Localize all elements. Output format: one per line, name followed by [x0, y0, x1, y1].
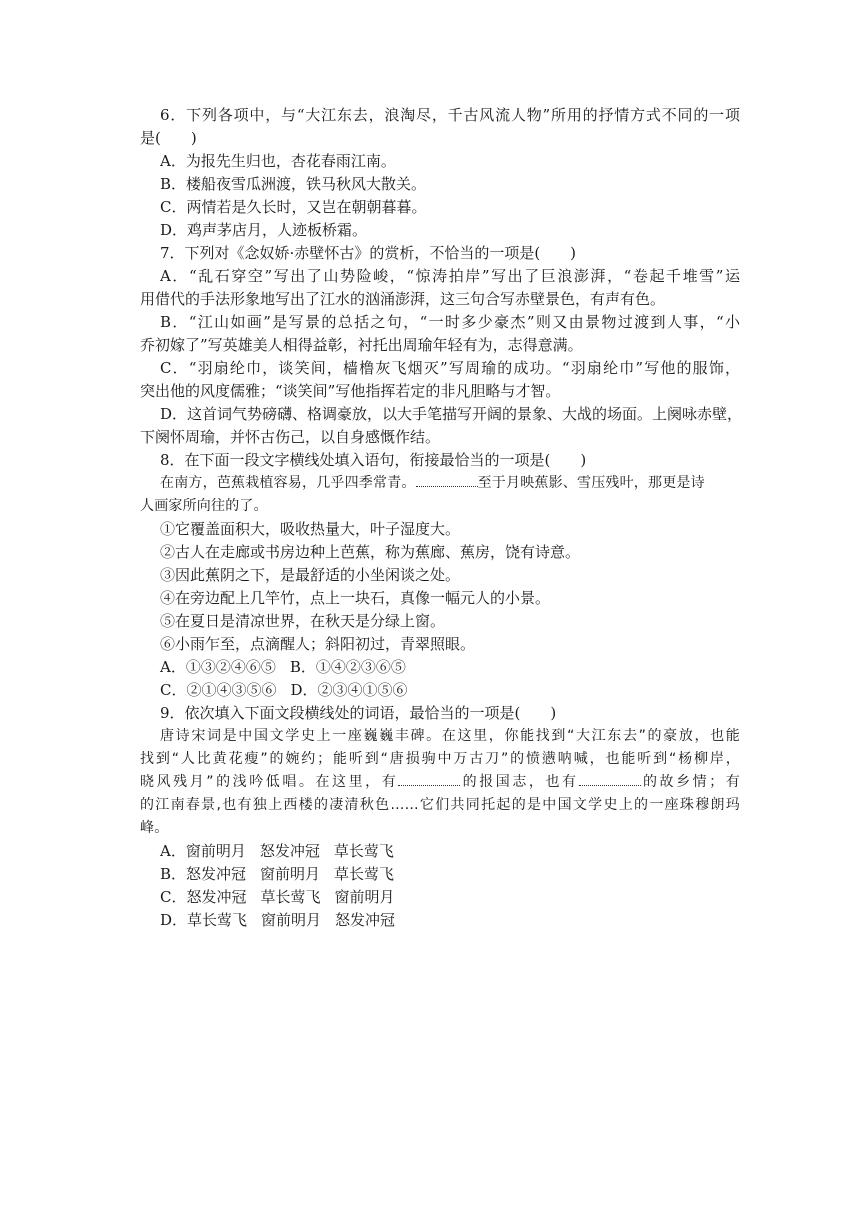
q6-option-c: C．两情若是久长时，又岂在朝朝暮暮。: [160, 198, 427, 216]
q8-item-2: ②古人在走廊或书房边种上芭蕉，称为蕉廊、蕉房，饶有诗意。: [160, 543, 581, 561]
q7-stem: 7．下列对《念奴娇·赤壁怀古》的赏析，不恰当的一项是( ): [160, 244, 577, 262]
q8-stem: 8．在下面一段文字横线处填入语句，衔接最恰当的一项是( ): [160, 451, 587, 469]
q8-item-1: ①它覆盖面积大，吸收热量大，叶子湿度大。: [160, 520, 461, 538]
q8-item-6: ⑥小雨乍至，点滴醒人；斜阳初过，青翠照眼。: [160, 635, 476, 653]
q8-option-d: D．②③④①⑤⑥: [290, 681, 408, 699]
q9-option-a-word-3: 草长莺飞: [333, 842, 394, 860]
q9-option-d: [160, 909, 740, 931]
q9-option-b-word-3: 草长莺飞: [334, 865, 395, 883]
q8-options-row-1: [160, 656, 740, 678]
q8-option-c: C．②①④③⑤⑥: [160, 681, 277, 699]
q9-option-d-word-1: D．草长莺飞: [160, 911, 248, 929]
q7-option-d-line-2: 下阕怀周瑜，并怀古伤己，以自身感慨作结。: [140, 428, 441, 446]
q7-option-a-line-2: 用借代的手法形象地写出了江水的汹涌澎湃，这三句合写赤壁景色，有声有色。: [140, 290, 666, 308]
q8-passage-part-2: 至于月映蕉影、雪压残叶，那更是诗: [477, 475, 705, 491]
q8-passage-part-1: 在南方，芭蕉栽植容易，几乎四季常青。: [160, 475, 416, 491]
q7-option-b-line-2: 乔初嫁了”写英雄美人相得益彰，衬托出周瑜年轻有为，志得意满。: [140, 336, 583, 354]
q9-option-b-word-1: B．怒发冲冠: [160, 865, 247, 883]
q9-option-d-word-2: 窗前明月: [261, 911, 322, 929]
q9-option-b: [160, 863, 740, 885]
q9-blank-2: [579, 771, 641, 786]
q6-option-a: A．为报先生归也，杏花春雨江南。: [160, 152, 396, 170]
q7-option-c-line-2: 突出他的风度儒雅；“谈笑间”写他指挥若定的非凡胆略与才智。: [140, 382, 561, 400]
q9-option-c-word-1: C．怒发冲冠: [160, 888, 247, 906]
q6-option-b: B．楼船夜雪瓜洲渡，铁马秋风大散关。: [160, 175, 427, 193]
q9-passage-part-2: 的报国志，也有: [460, 774, 579, 790]
q9-option-a-word-2: 怒发冲冠: [259, 842, 320, 860]
q9-option-c-word-2: 草长莺飞: [260, 888, 321, 906]
q9-passage-part-1: 晓风残月”的浅吟低唱。在这里，有: [140, 774, 399, 790]
q9-passage-line-5: 峰。: [140, 820, 169, 836]
q7-option-c-line-1: C．“羽扇纶巾，谈笑间，樯橹灰飞烟灭”写周瑜的成功。“羽扇纶巾”写他的服饰，: [160, 359, 740, 377]
q8-item-5: ⑤在夏日是清凉世界，在秋天是分绿上窗。: [160, 612, 446, 630]
q6-stem-line-2: 是( ): [140, 129, 197, 147]
q9-stem: 9．依次填入下面文段横线处的词语，最恰当的一项是( ): [160, 704, 557, 722]
q8-option-b: B．①④②③⑥⑤: [289, 658, 406, 676]
q7-option-a-line-1: A．“乱石穿空”写出了山势险峻，“惊涛拍岸”写出了巨浪澎湃，“卷起千堆雪”运: [160, 267, 740, 285]
q8-passage-line-2: 人画家所向往的了。: [140, 498, 268, 514]
q9-passage-line-4: 的江南春景,也有独上西楼的凄清秋色……它们共同托起的是中国文学史上的一座珠穆朗玛: [140, 797, 740, 813]
q6-option-d: D．鸡声茅店月，人迹板桥霜。: [160, 221, 368, 239]
q8-passage-line-1: [160, 472, 740, 494]
q8-options-row-2: [160, 679, 740, 701]
q9-passage-line-1: 唐诗宋词是中国文学史上一座巍巍丰碑。在这里，你能找到“大江东去”的豪放，也能: [160, 728, 740, 744]
q9-option-a: [160, 840, 740, 862]
q9-option-c-word-3: 窗前明月: [334, 888, 395, 906]
q8-item-3: ③因此蕉阴之下，是最舒适的小坐闲谈之处。: [160, 566, 461, 584]
q9-option-b-word-2: 窗前明月: [260, 865, 321, 883]
q9-passage-part-3: 的故乡情；有: [640, 774, 741, 790]
q8-item-4: ④在旁边配上几竿竹，点上一块石，真像一幅元人的小景。: [160, 589, 551, 607]
q9-option-d-word-3: 怒发冲冠: [335, 911, 396, 929]
q9-passage-line-2: 找到“人比黄花瘦”的婉约；能听到“唐损驹中万古刀”的愤懑呐喊，也能听到“杨柳岸，: [140, 751, 740, 767]
q7-option-d-line-1: D．这首词气势磅礴、格调豪放，以大手笔描写开阔的景象、大战的场面。上阕咏赤壁，: [160, 405, 743, 423]
q6-stem-line-1: 6．下列各项中，与“大江东去，浪淘尽，千古风流人物”所用的抒情方式不同的一项: [160, 106, 740, 124]
q9-passage-line-3: [140, 771, 740, 793]
q8-blank: [416, 472, 478, 487]
q9-blank-1: [398, 771, 460, 786]
q8-option-a: A．①③②④⑥⑤: [160, 658, 276, 676]
q9-option-c: [160, 886, 740, 908]
q7-option-b-line-1: B．“江山如画”是写景的总括之句，“一时多少豪杰”则又由景物过渡到人事，“小: [160, 313, 740, 331]
q9-option-a-word-1: A．窗前明月: [160, 842, 246, 860]
